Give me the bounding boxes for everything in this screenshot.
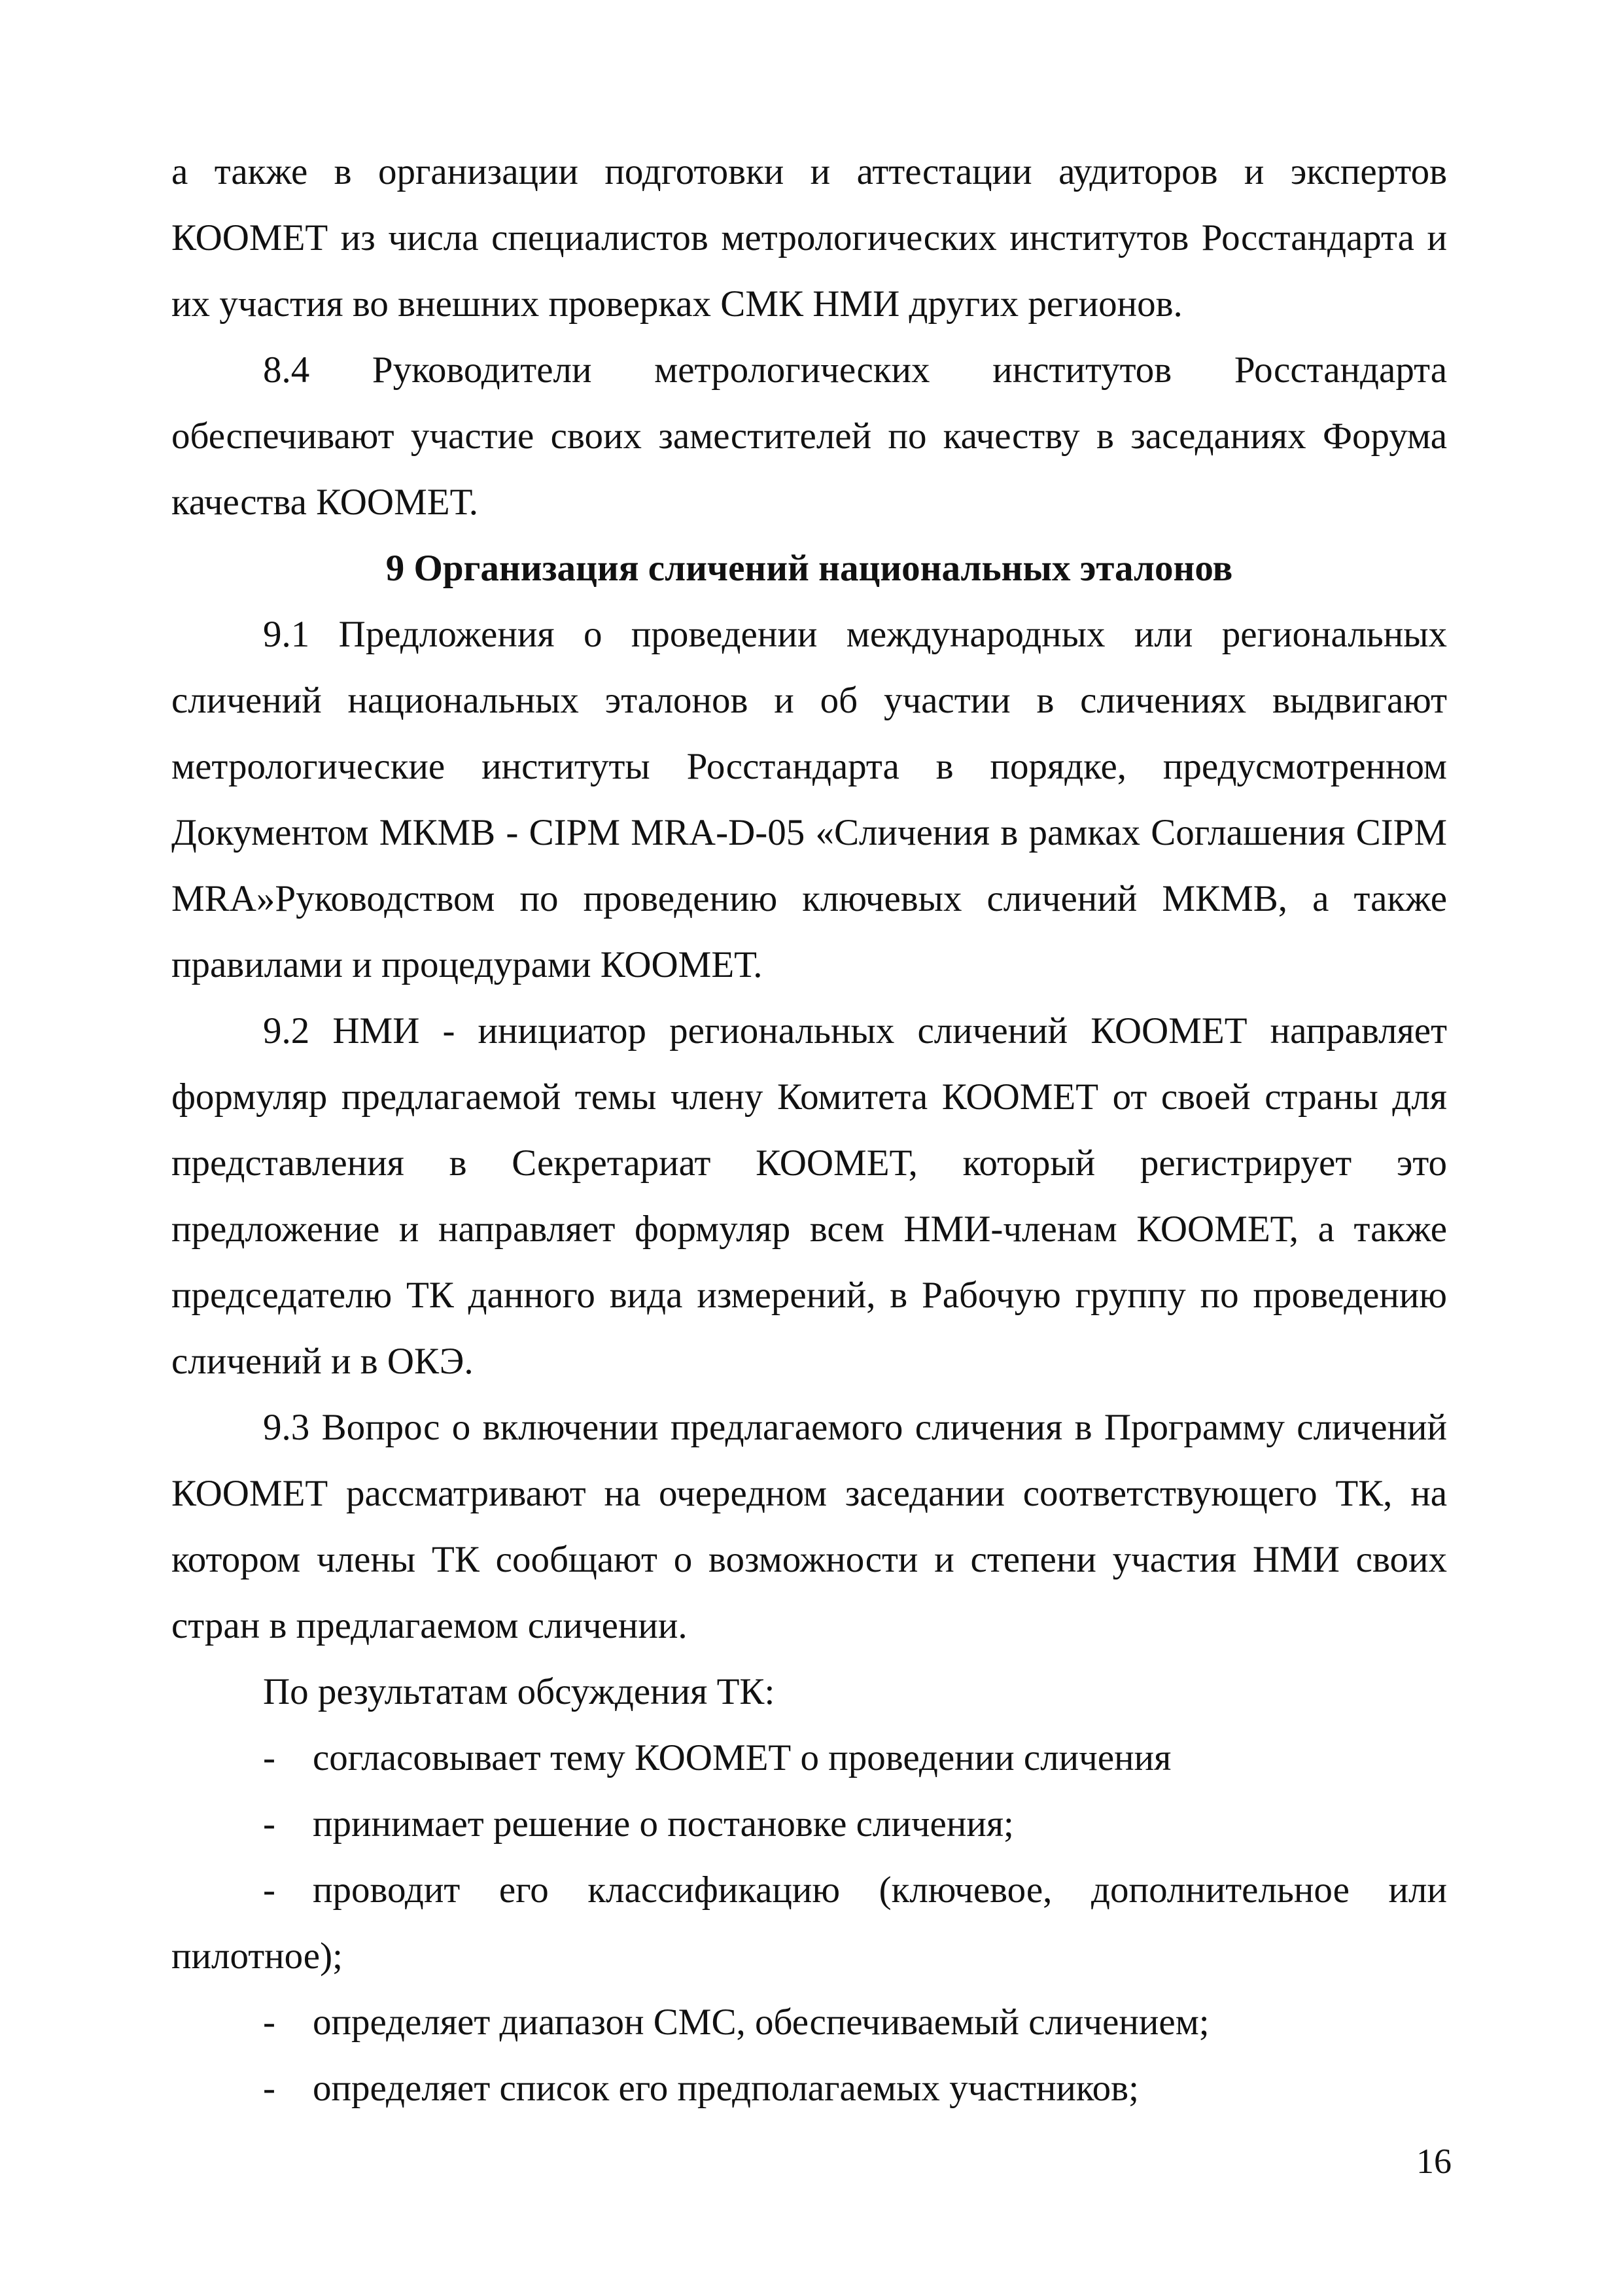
- document-body: [171, 139, 1447, 2121]
- list-dash: -: [263, 1737, 275, 1778]
- paragraph-continuation: а также в организации подготовки и аттестации аудиторов и экспертов КООМЕТ из числа специалистов метрологических институтов Росстандарта и их участия во внешних проверках СМК НМИ других регионов.: [171, 151, 1447, 325]
- list-item: [171, 1989, 1447, 2055]
- list-item-text: проводит его классификацию (ключевое, дополнительное или пилотное);: [171, 1869, 1447, 1977]
- list-item-text: определяет список его предполагаемых участников;: [313, 2068, 1139, 2109]
- list-item: [171, 2055, 1447, 2121]
- paragraph-8-4: 8.4 Руководители метрологических институтов Росстандарта обеспечивают участие своих заместителей по качеству в заседаниях Форума качества КООМЕТ.: [171, 349, 1447, 523]
- list-dash: -: [263, 2002, 275, 2043]
- list-dash: -: [263, 1869, 275, 1911]
- paragraph-9-3: 9.3 Вопрос о включении предлагаемого сличения в Программу сличений КООМЕТ рассматривают на очередном заседании соответствующего ТК, на котором члены ТК сообщают о возможности и степени участия НМИ своих стран в предлагаемом сличении.: [171, 1407, 1447, 1646]
- list-item: [171, 1857, 1447, 1989]
- paragraph-9-1: 9.1 Предложения о проведении международных или региональных сличений национальных эталонов и об участии в сличениях выдвигают метрологические институты Росстандарта в порядке, предусмотренном Документом МКМВ - CIPM MRA-D-05 «Сличения в рамках Соглашения CIPM MRA»Руководством по проведению ключевых сличений МКМВ, а также правилами и процедурами КООМЕТ.: [171, 614, 1447, 985]
- list-item-text: согласовывает тему КООМЕТ о проведении сличения: [313, 1737, 1172, 1778]
- page-number: 16: [1416, 2142, 1452, 2181]
- list-dash: -: [263, 2068, 275, 2109]
- list-intro: По результатам обсуждения ТК:: [263, 1671, 775, 1712]
- list-item-text: определяет диапазон СМС, обеспечиваемый сличением;: [313, 2002, 1210, 2043]
- list-item: [171, 1725, 1447, 1791]
- section-heading: 9 Организация сличений национальных эталонов: [385, 548, 1233, 589]
- list-item: [171, 1791, 1447, 1857]
- list-item-text: принимает решение о постановке сличения;: [313, 1803, 1014, 1845]
- list-dash: -: [263, 1803, 275, 1845]
- paragraph-9-2: 9.2 НМИ - инициатор региональных сличений КООМЕТ направляет формуляр предлагаемой темы члену Комитета КООМЕТ от своей страны для представления в Секретариат КООМЕТ, который регистрирует это предложение и направляет формуляр всем НМИ-членам КООМЕТ, а также председателю ТК данного вида измерений, в Рабочую группу по проведению сличений и в ОКЭ.: [171, 1010, 1447, 1382]
